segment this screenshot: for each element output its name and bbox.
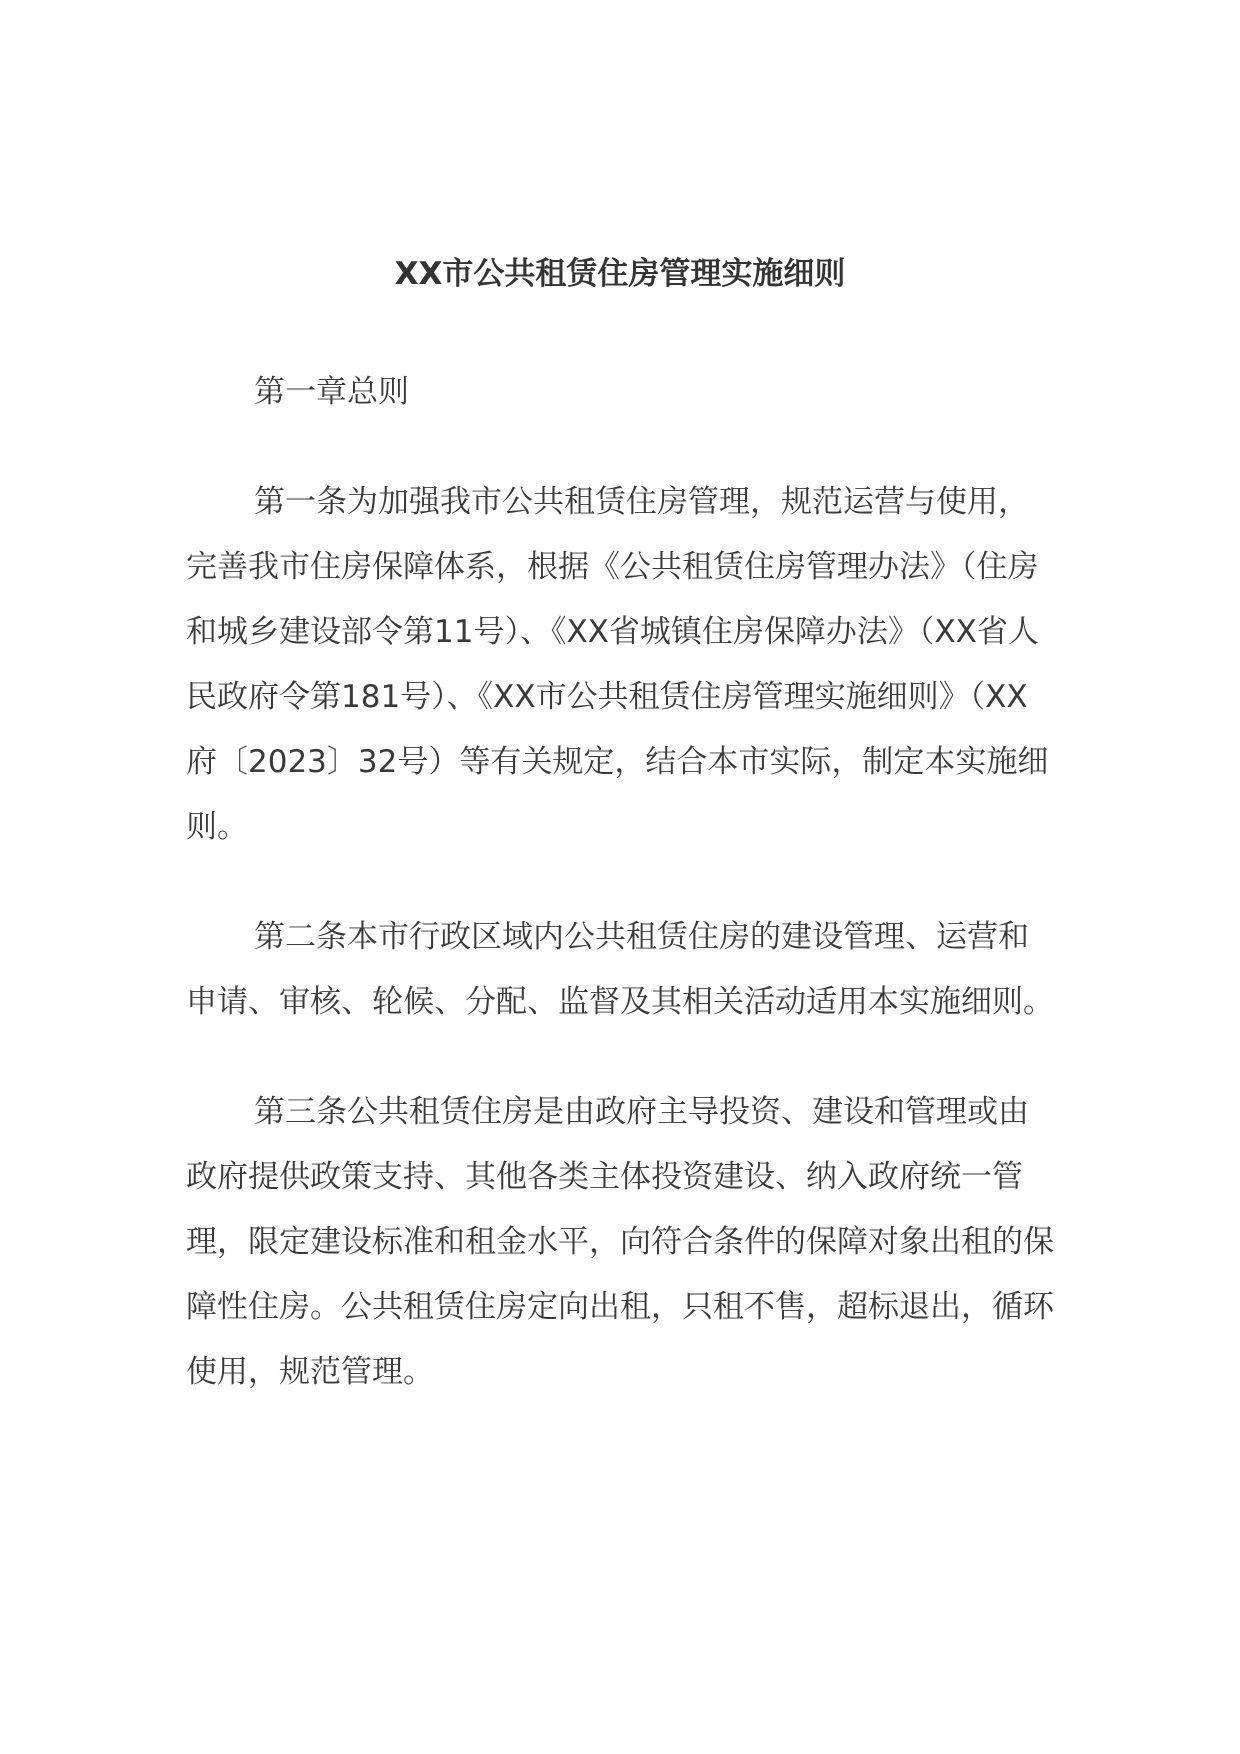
article-1: 第一条为加强我市公共租赁住房管理，规范运营与使用，完善我市住房保障体系，根据《公共租赁住房管理办法》（住房和城乡建设部令第11号）、《XX省城镇住房保障办法》（XX省人民政府令第181号）、《XX市公共租赁住房管理实施细则》（XX府〔2023〕32号）等有关规定，结合本市实际，制定本实施细则。 xyxy=(186,484,1049,845)
chapter-heading: 第一章总则 xyxy=(254,374,409,410)
document-body xyxy=(186,360,1054,1450)
article-3: 第三条公共租赁住房是由政府主导投资、建设和管理或由政府提供政策支持、其他各类主体投资建设、纳入政府统一管理，限定建设标准和租金水平，向符合条件的保障对象出租的保障性住房。公共租赁住房定向出租，只租不售，超标退出，循环使用，规范管理。 xyxy=(186,1094,1054,1390)
document-title: XX市公共租赁住房管理实施细则 xyxy=(394,256,846,292)
article-2: 第二条本市行政区域内公共租赁住房的建设管理、运营和申请、审核、轮候、分配、监督及其相关活动适用本实施细则。 xyxy=(186,919,1054,1020)
